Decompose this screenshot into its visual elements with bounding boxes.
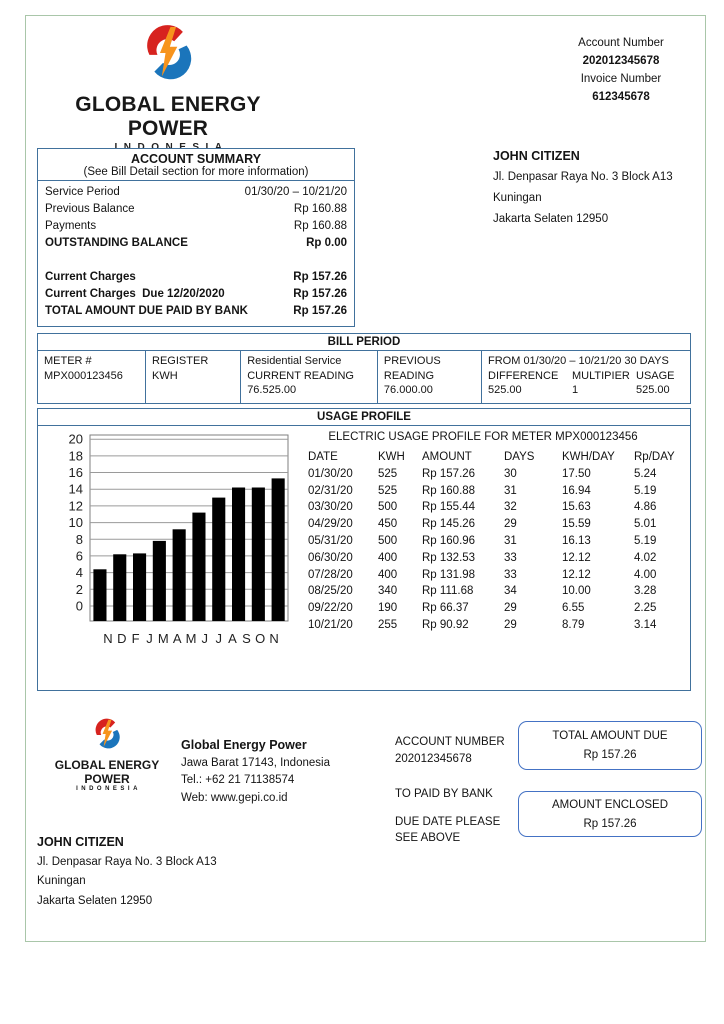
usage-cell: 16.94 [562,484,591,497]
usage-data-row [308,567,686,584]
account-summary-box [37,148,355,327]
usage-cell: AMOUNT [422,451,472,463]
invoice-number-value: 612345678 [592,91,650,103]
summary-row-value: Rp 0.00 [306,237,347,249]
bill-sub-value: 525.00 [488,384,522,396]
svg-text:J: J [146,631,153,646]
usage-cell: DAYS [504,451,535,463]
bill-sub-header: MULTIPIER [572,369,630,382]
svg-text:A: A [228,631,237,646]
summary-row-label: Current Charges Due 12/20/2020 [45,288,225,300]
usage-data-row [308,550,686,567]
due-date-text: SEE ABOVE [395,832,461,844]
customer-address-line: Kuningan [493,192,542,204]
from-line: FROM 01/30/20 – 10/21/20 30 DAYS [488,355,669,367]
usage-cell: 8.79 [562,618,585,631]
bill-sub-value: 525.00 [636,384,670,396]
usage-cell: 12.12 [562,568,591,581]
current-reading-value: 76.525.00 [247,384,297,396]
bill-period-body [38,351,690,403]
account-summary-title: ACCOUNT SUMMARY [130,152,262,166]
usage-data-row [308,583,686,600]
usage-cell: 32 [504,501,517,514]
register-cell [145,351,240,403]
amount-enclosed-value: Rp 157.26 [583,818,637,830]
account-summary-rows [38,181,354,326]
usage-cell: 03/30/20 [308,501,353,514]
usage-bar-chart [44,427,304,667]
register-label: REGISTER [152,355,209,367]
svg-text:S: S [242,631,251,646]
account-number-label: Account Number [578,37,664,49]
usage-cell: 450 [378,518,398,531]
usage-cell: 5.24 [634,467,657,480]
register-value: KWH [152,369,178,382]
account-number-value: 202012345678 [582,55,660,67]
footer-logo-icon [90,716,124,752]
bill-sub-header: DIFFERENCE [488,369,559,382]
svg-text:12: 12 [68,498,83,514]
summary-row-label: Payments [45,220,97,232]
usage-cell: 16.13 [562,534,591,547]
usage-cell: 12.12 [562,551,591,564]
usage-profile-title: USAGE PROFILE [38,409,690,426]
usage-cell: 5.19 [634,534,657,547]
svg-text:M: M [157,631,169,646]
usage-cell: 2.25 [634,602,657,615]
usage-cell: 01/30/20 [308,467,353,480]
usage-data-row [308,533,686,550]
summary-row [45,218,347,235]
company-phone: Tel.: +62 21 71138574 [181,774,295,786]
usage-cell: 500 [378,534,398,547]
usage-cell: 05/31/20 [308,534,353,547]
summary-row-value: Rp 157.26 [293,288,347,300]
usage-cell: 4.86 [634,501,657,514]
summary-row-label: Current Charges [45,271,136,283]
usage-cell: 340 [378,585,398,598]
company-address: Jawa Barat 17143, Indonesia [181,756,330,769]
usage-cell: 31 [504,484,517,497]
usage-cell: 17.50 [562,467,591,480]
usage-data-row [308,499,686,516]
usage-cell: 07/28/20 [308,568,353,581]
svg-text:0: 0 [75,598,83,614]
summary-row-value: Rp 160.88 [293,220,347,232]
service-type: Residential Service [247,355,342,367]
bill-period-title: BILL PERIOD [38,334,690,351]
amount-enclosed-box [518,791,702,837]
footer-logo-text: GLOBAL ENERGY POWER [54,758,160,786]
footer-customer-address-block [37,833,217,911]
meter-value: MPX000123456 [44,369,123,382]
total-amount-due-label: TOTAL AMOUNT DUE [552,730,668,742]
usage-cell: 5.19 [634,484,657,497]
summary-row-value: 01/30/20 – 10/21/20 [244,186,347,198]
previous-reading-value: 76.000.00 [383,384,433,396]
summary-row [45,286,347,303]
footer-customer-address-line: Jakarta Selaten 12950 [37,894,153,907]
summary-row-label: Previous Balance [45,203,135,215]
usage-cell: 525 [378,484,398,497]
usage-cell: 5.01 [634,518,657,531]
usage-data-row [308,516,686,533]
footer-account-number-label: ACCOUNT NUMBER [395,736,505,748]
usage-cell: 10.00 [562,585,591,598]
usage-summary-cell [481,351,690,403]
usage-cell: Rp 111.68 [422,585,474,598]
usage-cell: Rp/DAY [634,451,675,463]
usage-cell: 190 [378,602,398,615]
usage-cell: 15.63 [562,501,591,514]
usage-cell: 4.02 [634,551,657,564]
svg-text:A: A [172,631,182,646]
usage-cell: Rp 66.37 [422,602,469,615]
current-reading-label: CURRENT READING [247,369,354,382]
summary-row-value: Rp 157.26 [293,305,347,317]
invoice-number-label: Invoice Number [580,73,662,85]
footer-logo [37,716,177,792]
svg-text:D: D [117,631,127,646]
footer-account-number-value: 202012345678 [395,752,472,765]
usage-cell: 34 [504,585,517,598]
summary-row [45,201,347,218]
summary-row-label: TOTAL AMOUNT DUE PAID BY BANK [45,305,248,317]
usage-cell: Rp 160.88 [422,484,476,497]
bill-period-table [37,333,691,404]
usage-cell: DATE [308,451,338,463]
footer-customer-name: JOHN CITIZEN [37,835,124,849]
usage-cell: 29 [504,518,517,531]
due-date-text: DUE DATE PLEASE [395,815,501,828]
usage-history-table [308,449,686,634]
summary-row-label: Service Period [45,186,120,198]
summary-row-label: OUTSTANDING BALANCE [45,237,188,249]
svg-text:F: F [131,631,140,646]
usage-cell: 4.00 [634,568,657,581]
customer-address-block [493,146,673,230]
usage-data-row [308,466,686,483]
usage-cell: 02/31/20 [308,484,353,497]
usage-cell: 255 [378,618,398,631]
usage-cell: Rp 155.44 [422,501,476,514]
previous-reading-label: PREVIOUS READING [383,355,441,382]
company-name: Global Energy Power [181,738,307,752]
svg-text:J: J [201,631,209,646]
svg-text:8: 8 [75,531,83,547]
usage-cell: 3.14 [634,618,657,631]
usage-sub-headers [488,369,684,384]
footer-logo-subtext: INDONESIA [76,786,141,792]
account-summary-subtitle: (See Bill Detail section for more information) [38,166,354,181]
svg-text:J: J [215,631,222,646]
usage-cell: 6.55 [562,602,585,615]
previous-reading-cell [377,351,481,403]
usage-cell: KWH/DAY [562,451,615,463]
usage-cell: 3.28 [634,585,657,598]
usage-cell: Rp 157.26 [422,467,476,480]
summary-row [45,235,347,252]
usage-cell: 08/25/20 [308,585,353,598]
total-amount-due-value: Rp 157.26 [583,749,637,761]
usage-cell: KWH [378,451,405,463]
meter-label: METER # [44,355,92,367]
svg-text:6: 6 [75,548,83,564]
company-logo-text: GLOBAL ENERGY POWER [75,93,261,140]
usage-cell: Rp 160.96 [422,534,476,547]
usage-cell: 31 [504,534,517,547]
usage-cell: 500 [378,501,398,514]
usage-cell: 15.59 [562,518,591,531]
usage-cell: 09/22/20 [308,602,353,615]
usage-cell: 400 [378,568,398,581]
svg-text:16: 16 [68,465,83,480]
summary-row-value: Rp 157.26 [293,271,347,283]
usage-cell: 525 [378,467,398,480]
usage-cell: 33 [504,551,517,564]
summary-row [45,184,347,201]
usage-sub-values [488,383,684,398]
customer-address-line: Jakarta Selaten 12950 [493,213,609,225]
company-contact-block [181,737,330,807]
usage-cell: 33 [504,568,517,581]
svg-text:2: 2 [75,581,83,597]
svg-text:20: 20 [68,431,83,447]
usage-cell: 400 [378,551,398,564]
current-reading-cell [240,351,377,403]
svg-text:N: N [103,631,113,646]
summary-spacer [45,252,347,269]
usage-cell: 29 [504,618,517,631]
bill-sub-header: USAGE [636,369,675,382]
svg-text:14: 14 [68,481,83,497]
usage-cell: Rp 145.26 [422,518,476,531]
svg-text:18: 18 [68,448,83,464]
amount-enclosed-label: AMOUNT ENCLOSED [551,799,669,811]
usage-cell: 06/30/20 [308,551,353,564]
usage-cell: 29 [504,602,517,615]
summary-row [45,303,347,320]
usage-profile-subtitle: ELECTRIC USAGE PROFILE FOR METER MPX000123456 [328,431,638,443]
footer-customer-address-line: Kuningan [37,875,86,887]
usage-cell: 04/29/20 [308,518,353,531]
usage-cell: Rp 131.98 [422,568,476,581]
usage-cell: Rp 132.53 [422,551,476,564]
usage-data-row [308,600,686,617]
bill-sub-value: 1 [572,384,579,396]
usage-header-row [308,449,686,466]
summary-row [45,269,347,286]
svg-text:N: N [269,631,279,646]
account-invoice-block [556,34,686,106]
usage-data-row [308,483,686,500]
svg-text:10: 10 [68,515,83,531]
usage-cell: 10/21/20 [308,618,353,631]
footer-customer-address-line: Jl. Denpasar Raya No. 3 Block A13 [37,855,217,868]
svg-text:M: M [185,631,197,646]
usage-profile-box [37,408,691,691]
svg-text:4: 4 [75,565,83,581]
company-website: Web: www.gepi.co.id [181,791,288,804]
customer-name: JOHN CITIZEN [493,149,580,163]
company-logo-icon [137,20,199,86]
payment-info-block [395,734,505,847]
svg-text:O: O [255,631,266,646]
company-logo [42,20,294,153]
paid-by-bank-text: TO PAID BY BANK [395,788,493,800]
usage-data-row [308,617,686,634]
usage-cell: 30 [504,467,517,480]
meter-cell [38,351,145,403]
total-amount-due-box [518,721,702,770]
summary-row-value: Rp 160.88 [293,203,347,215]
usage-cell: Rp 90.92 [422,618,469,631]
customer-address-line: Jl. Denpasar Raya No. 3 Block A13 [493,171,673,183]
